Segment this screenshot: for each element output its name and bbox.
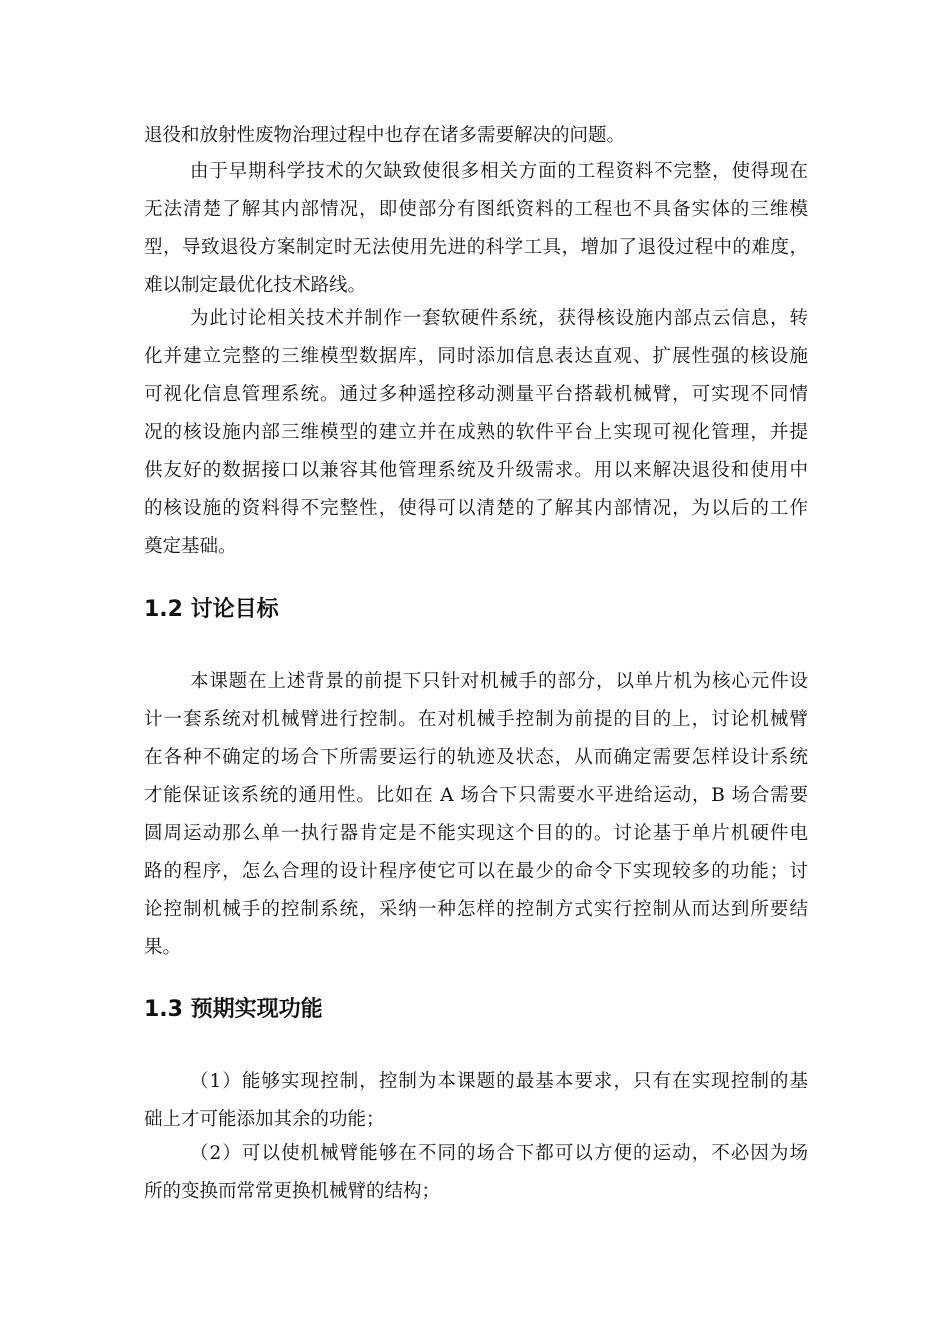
paragraph-line: 为此讨论相关技术并制作一套软硬件系统，获得核设施内部点云信息，转 [190, 308, 808, 329]
paragraph-line: 所的变换而常常更换机械臂的结构； [144, 1181, 441, 1202]
paragraph-line: 圆周运动那么单一执行器肯定是不能实现这个目的的。讨论基于单片机硬件电 [144, 823, 808, 844]
section-heading-1-3: 1.3 预期实现功能 [144, 997, 323, 1022]
paragraph-line: 无法清楚了解其内部情况，即使部分有图纸资料的工程也不具备实体的三维模 [144, 199, 808, 220]
paragraph-line: 由于早期科学技术的欠缺致使很多相关方面的工程资料不完整，使得现在 [190, 161, 808, 182]
paragraph-line: 供友好的数据接口以兼容其他管理系统及升级需求。用以来解决退役和使用中 [144, 460, 808, 481]
paragraph-line: 奠定基础。 [144, 536, 237, 557]
paragraph-line: 型，导致退役方案制定时无法使用先进的科学工具，增加了退役过程中的难度， [144, 237, 808, 258]
paragraph-line: 在各种不确定的场合下所需要运行的轨迹及状态，从而确定需要怎样设计系统 [144, 747, 808, 768]
paragraph-line: 况的核设施内部三维模型的建立并在成熟的软件平台上实现可视化管理，并提 [144, 422, 808, 443]
background-paragraph [144, 153, 808, 305]
paragraph-line: 才能保证该系统的通用性。比如在 A 场合下只需要水平进给运动，B 场合需要 [144, 785, 808, 806]
paragraph-line: 难以制定最优化技术路线。 [144, 275, 367, 296]
paragraph-line: 本课题在上述背景的前提下只针对机械手的部分，以单片机为核心元件设 [190, 671, 808, 692]
goals-paragraph [144, 663, 808, 967]
purpose-paragraph [144, 300, 808, 566]
paragraph-line: （2）可以使机械臂能够在不同的场合下都可以方便的运动，不必因为场 [190, 1143, 808, 1164]
paragraph-line: （1）能够实现控制，控制为本课题的最基本要求，只有在实现控制的基 [190, 1071, 808, 1092]
paragraph-line: 论控制机械手的控制系统，采纳一种怎样的控制方式实行控制从而达到所要结 [144, 899, 808, 920]
paragraph-line: 化并建立完整的三维模型数据库，同时添加信息表达直观、扩展性强的核设施 [144, 346, 808, 367]
paragraph-line: 果。 [144, 937, 182, 958]
paragraph-line: 可视化信息管理系统。通过多种遥控移动测量平台搭载机械臂，可实现不同情 [144, 384, 808, 405]
paragraph-line: 的核设施的资料得不完整性，使得可以清楚的了解其内部情况，为以后的工作 [144, 498, 808, 519]
paragraph-line: 计一套系统对机械臂进行控制。在对机械手控制为前提的目的上，讨论机械臂 [144, 709, 808, 730]
paragraph-line: 退役和放射性废物治理过程中也存在诸多需要解决的问题。 [144, 125, 626, 146]
section-heading-1-2: 1.2 讨论目标 [144, 597, 279, 622]
feature-item-1 [144, 1063, 808, 1139]
feature-item-2 [144, 1135, 808, 1211]
continuation-paragraph [144, 117, 808, 155]
paragraph-line: 路的程序，怎么合理的设计程序使它可以在最少的命令下实现较多的功能；讨 [144, 861, 808, 882]
paragraph-line: 础上才可能添加其余的功能； [144, 1109, 385, 1130]
